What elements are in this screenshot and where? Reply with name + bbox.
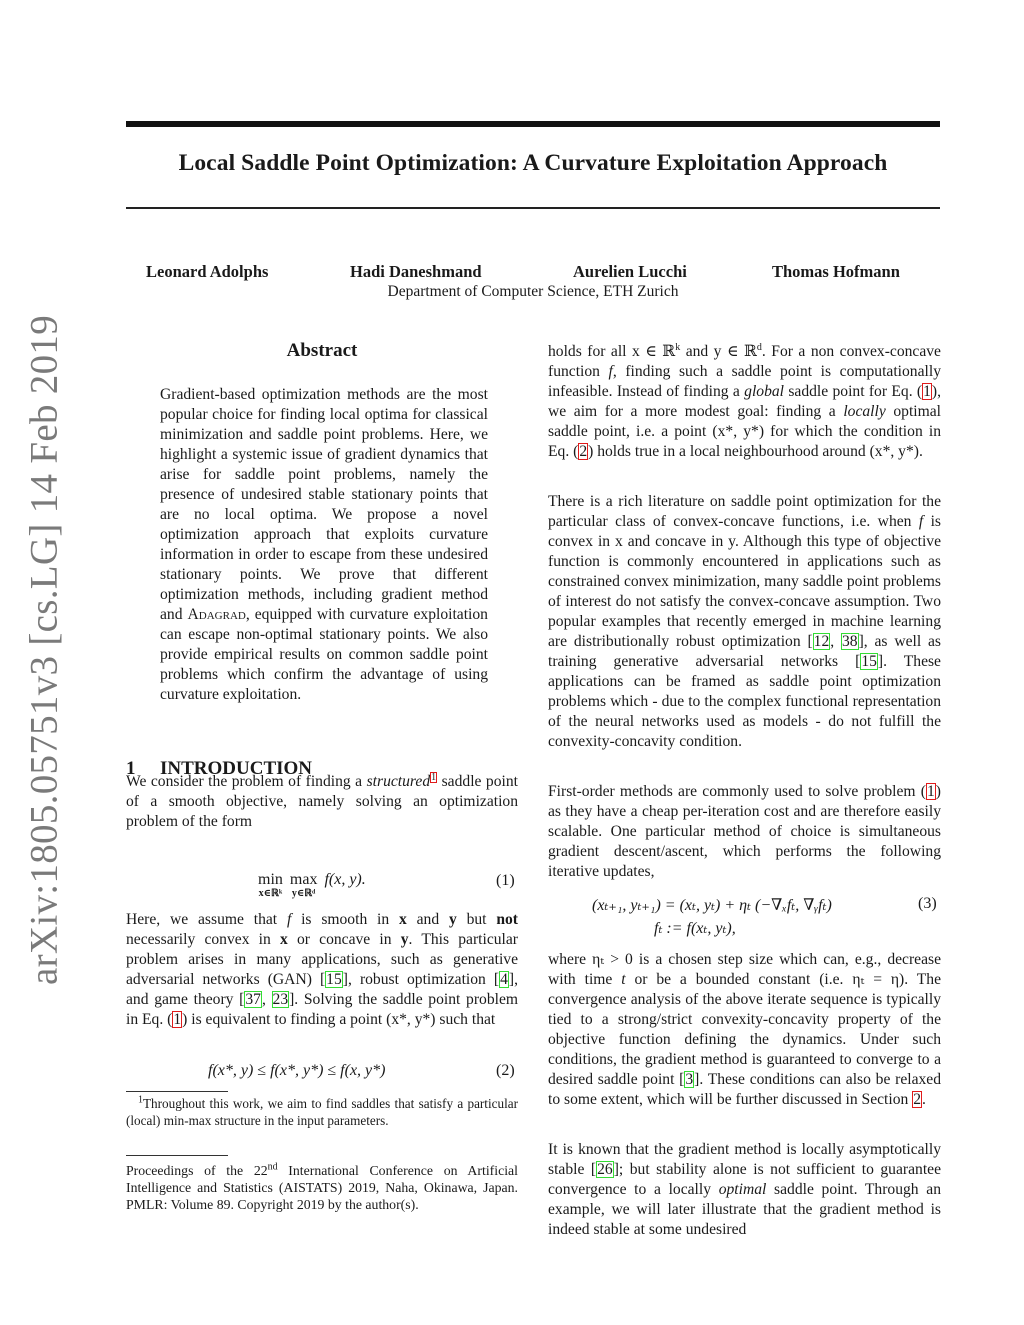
proceedings-note: [126, 1162, 518, 1213]
citation-link[interactable]: 23: [272, 991, 289, 1008]
math-superscript: d: [756, 341, 762, 353]
footnote-mark: 1: [138, 1094, 143, 1106]
math-f: f: [608, 363, 613, 380]
text: ,: [261, 991, 272, 1008]
author-name: Thomas Hofmann: [772, 262, 900, 281]
text: optimal saddle point, i.e. a point (x*, y*) for which the condition in Eq. (: [548, 403, 941, 460]
intro-paragraph-2: [126, 910, 518, 1030]
text: is smooth in: [291, 911, 400, 928]
text: . This particular problem arises in many applications, such as generative adversarial networks (GAN) [: [126, 931, 518, 988]
text: There is a rich literature on saddle point optimization for the particular class of convex-concave functions, i.e. when: [548, 493, 941, 530]
title-top-rule: [126, 121, 940, 127]
intro-paragraph-1: [126, 772, 518, 832]
right-paragraph-2: [548, 492, 941, 752]
math-f: f: [286, 911, 292, 928]
citation-link[interactable]: 15: [861, 653, 877, 670]
section-title: INTRODUCTION: [160, 758, 313, 779]
abstract-heading: Abstract: [286, 340, 358, 361]
equation-reference-link[interactable]: 1: [923, 383, 931, 400]
text: ], robust optimization [: [342, 971, 500, 988]
text: ,: [830, 633, 841, 650]
text: ]; but stability alone is not sufficient to guarantee convergence to a locally: [548, 1161, 941, 1198]
max-label: max: [289, 871, 318, 888]
arxiv-identifier-stamp: arXiv:1805.05751v3 [cs.LG] 14 Feb 2019: [22, 315, 66, 985]
max-subscript: y∈ℝᵈ: [291, 888, 316, 899]
text: and y ∈ ℝ: [680, 343, 757, 360]
abstract-text: Gradient-based optimization methods are the most popular choice for finding local optima for classical minimization and saddle point problems. Here, we highlight a systemic issue of gradient dynamics that arise for saddle point problems, namely the presence of undesired stable stationary points that are no local optima. We propose a novel optimization approach that exploits curvature information in order to escape from these undesired stationary points. We prove that different optimization methods, including gradient method and: [160, 386, 488, 623]
equation-number: (3): [918, 895, 937, 912]
text: saddle point. Through an example, we will later illustrate that the gradient method is indeed stable at some undesired: [548, 1181, 941, 1238]
text: or concave in: [287, 931, 401, 948]
math-y: y: [400, 931, 409, 948]
text: .: [922, 1091, 926, 1108]
text: saddle point of a smooth objective, namely solving an optimization problem of the form: [126, 773, 518, 830]
equation-3-line-1: (xₜ₊₁, yₜ₊₁) = (xₜ, yₜ) + ηₜ (−∇ₓfₜ, ∇ᵧfₜ): [592, 897, 832, 914]
equation-reference-link[interactable]: 2: [579, 443, 588, 460]
citation-link[interactable]: 26: [597, 1161, 613, 1178]
max-operator: [290, 873, 318, 901]
emphasis-optimal: optimal: [718, 1181, 767, 1198]
text: ) as they have a cheap per-iteration cost and are therefore easily scalable. One particular method of choice is simultaneous gradient descent/ascent, which performs the following iterative updates,: [548, 783, 941, 880]
text: is convex in x and concave in y. Although this type of objective function is commonly encountered in applications such as constrained convex minimization, many saddle point problems of interest do not satisfy the convex-concave assumption. Two popular examples that recently emerged in machine learning are distributionally robust optimization [: [548, 513, 941, 650]
text: , finding such a saddle point is computationally infeasible. Instead of finding a: [548, 363, 941, 400]
text: ]. These conditions can also be relaxed to some extent, which will be further discussed in Section: [548, 1071, 942, 1108]
affiliation: Department of Computer Science, ETH Zurich: [387, 283, 679, 300]
paper-title: Local Saddle Point Optimization: A Curvature Exploitation Approach: [178, 150, 888, 176]
footnote-text: Throughout this work, we aim to find saddles that satisfy a particular (local) min-max structure in the input parameters.: [126, 1096, 518, 1128]
text: ) holds true in a local neighbourhood around (x*, y*).: [588, 443, 923, 460]
text: Here, we assume that: [126, 911, 287, 928]
text: International Conference on Artificial Intelligence and Statistics (AISTATS) 2019, Naha, Okinawa, Japan. PMLR: Volume 89. Copyright 2019 by the author(s).: [126, 1163, 519, 1212]
ordinal-suffix: nd: [267, 1161, 278, 1173]
equation-reference-link[interactable]: 1: [173, 1011, 182, 1028]
emphasis-structured: structured: [366, 773, 431, 790]
emphasis-not: not: [496, 911, 518, 928]
equation-body: f(x, y).: [324, 871, 366, 888]
adagrad-name: Adagrad: [187, 606, 246, 623]
text: First-order methods are commonly used to solve problem (: [548, 783, 926, 800]
text: ) is equivalent to finding a point (x*, y*) such that: [182, 1011, 496, 1028]
equation-number: (1): [496, 872, 515, 889]
citation-link[interactable]: 12: [813, 633, 830, 650]
text: where ηₜ > 0 is a chosen step size which can, e.g., decrease with time: [548, 951, 941, 988]
footnote-link[interactable]: 1: [431, 771, 437, 783]
math-x: x: [399, 911, 407, 928]
right-paragraph-1: [548, 342, 941, 462]
equation-1: [258, 873, 366, 901]
math-y: y: [448, 911, 457, 928]
text: ], as well as training generative adversarial networks [: [548, 633, 941, 670]
min-label: min: [258, 871, 283, 888]
citation-link[interactable]: 3: [685, 1071, 694, 1088]
equation-reference-link[interactable]: 1: [927, 783, 935, 800]
math-f: f: [918, 513, 924, 530]
abstract-body: [160, 385, 488, 705]
emphasis-global: global: [744, 383, 784, 400]
title-bottom-rule: [126, 207, 940, 209]
text: and: [406, 911, 449, 928]
citation-link[interactable]: 37: [245, 991, 261, 1008]
min-subscript: x∈ℝᵏ: [258, 888, 283, 899]
text: ]. Solving the saddle point problem in Eq. (: [126, 991, 518, 1028]
math-superscript: k: [675, 341, 681, 353]
author-name: Hadi Daneshmand: [350, 262, 482, 281]
author-name: Aurelien Lucchi: [573, 262, 687, 281]
proceedings-rule: [126, 1155, 228, 1156]
text: Proceedings of the 22: [126, 1163, 268, 1178]
equation-3-line-2: fₜ := f(xₜ, yₜ),: [654, 920, 736, 937]
text: ]. These applications can be framed as saddle point optimization problems which - due to the complex functional representation of the neural networks used as models - do not fulfill the convexity-concavity condition.: [548, 653, 941, 750]
text: saddle point for Eq. (: [784, 383, 923, 400]
min-operator: [258, 873, 283, 901]
abstract-text: , equipped with curvature exploitation can escape non-optimal stationary points. We also provide empirical results on common saddle point problems which confirm the advantage of using curvature exploitation.: [160, 606, 488, 703]
citation-link[interactable]: 38: [841, 633, 858, 650]
right-paragraph-3: [548, 782, 941, 882]
text: or be a bounded constant (i.e. ηₜ = η). The convergence analysis of the above iterate sequence is typically tied to a strong/strict convexity-concavity property of the objective function defining the dynamics. Under such conditions, the gradient method is guaranteed to converge to a desired saddle point [: [548, 971, 941, 1088]
citation-link[interactable]: 15: [326, 971, 342, 988]
equation-number: (2): [496, 1062, 515, 1079]
citation-link[interactable]: 4: [500, 971, 508, 988]
text: holds for all x ∈ ℝ: [548, 343, 676, 360]
text: . For a non convex-concave function: [548, 343, 941, 380]
footnote-1: [126, 1095, 518, 1129]
text: ), we aim for a more modest goal: finding a: [548, 383, 942, 420]
right-paragraph-5: [548, 1140, 941, 1240]
text: It is known that the gradient method is locally asymptotically stable [: [548, 1141, 941, 1178]
text: ], and game theory [: [126, 971, 518, 1008]
author-name: Leonard Adolphs: [146, 262, 269, 281]
text: but: [456, 911, 497, 928]
section-reference-link[interactable]: 2: [913, 1091, 922, 1108]
text: We consider the problem of finding a: [126, 773, 367, 790]
math-t: t: [621, 971, 626, 988]
footnote-rule: [126, 1091, 228, 1092]
right-paragraph-4: [548, 950, 941, 1110]
section-number: 1: [126, 758, 136, 779]
text: necessarily convex in: [126, 931, 280, 948]
equation-2: f(x*, y) ≤ f(x*, y*) ≤ f(x, y*): [208, 1062, 386, 1079]
emphasis-locally: locally: [843, 403, 886, 420]
math-x: x: [280, 931, 288, 948]
